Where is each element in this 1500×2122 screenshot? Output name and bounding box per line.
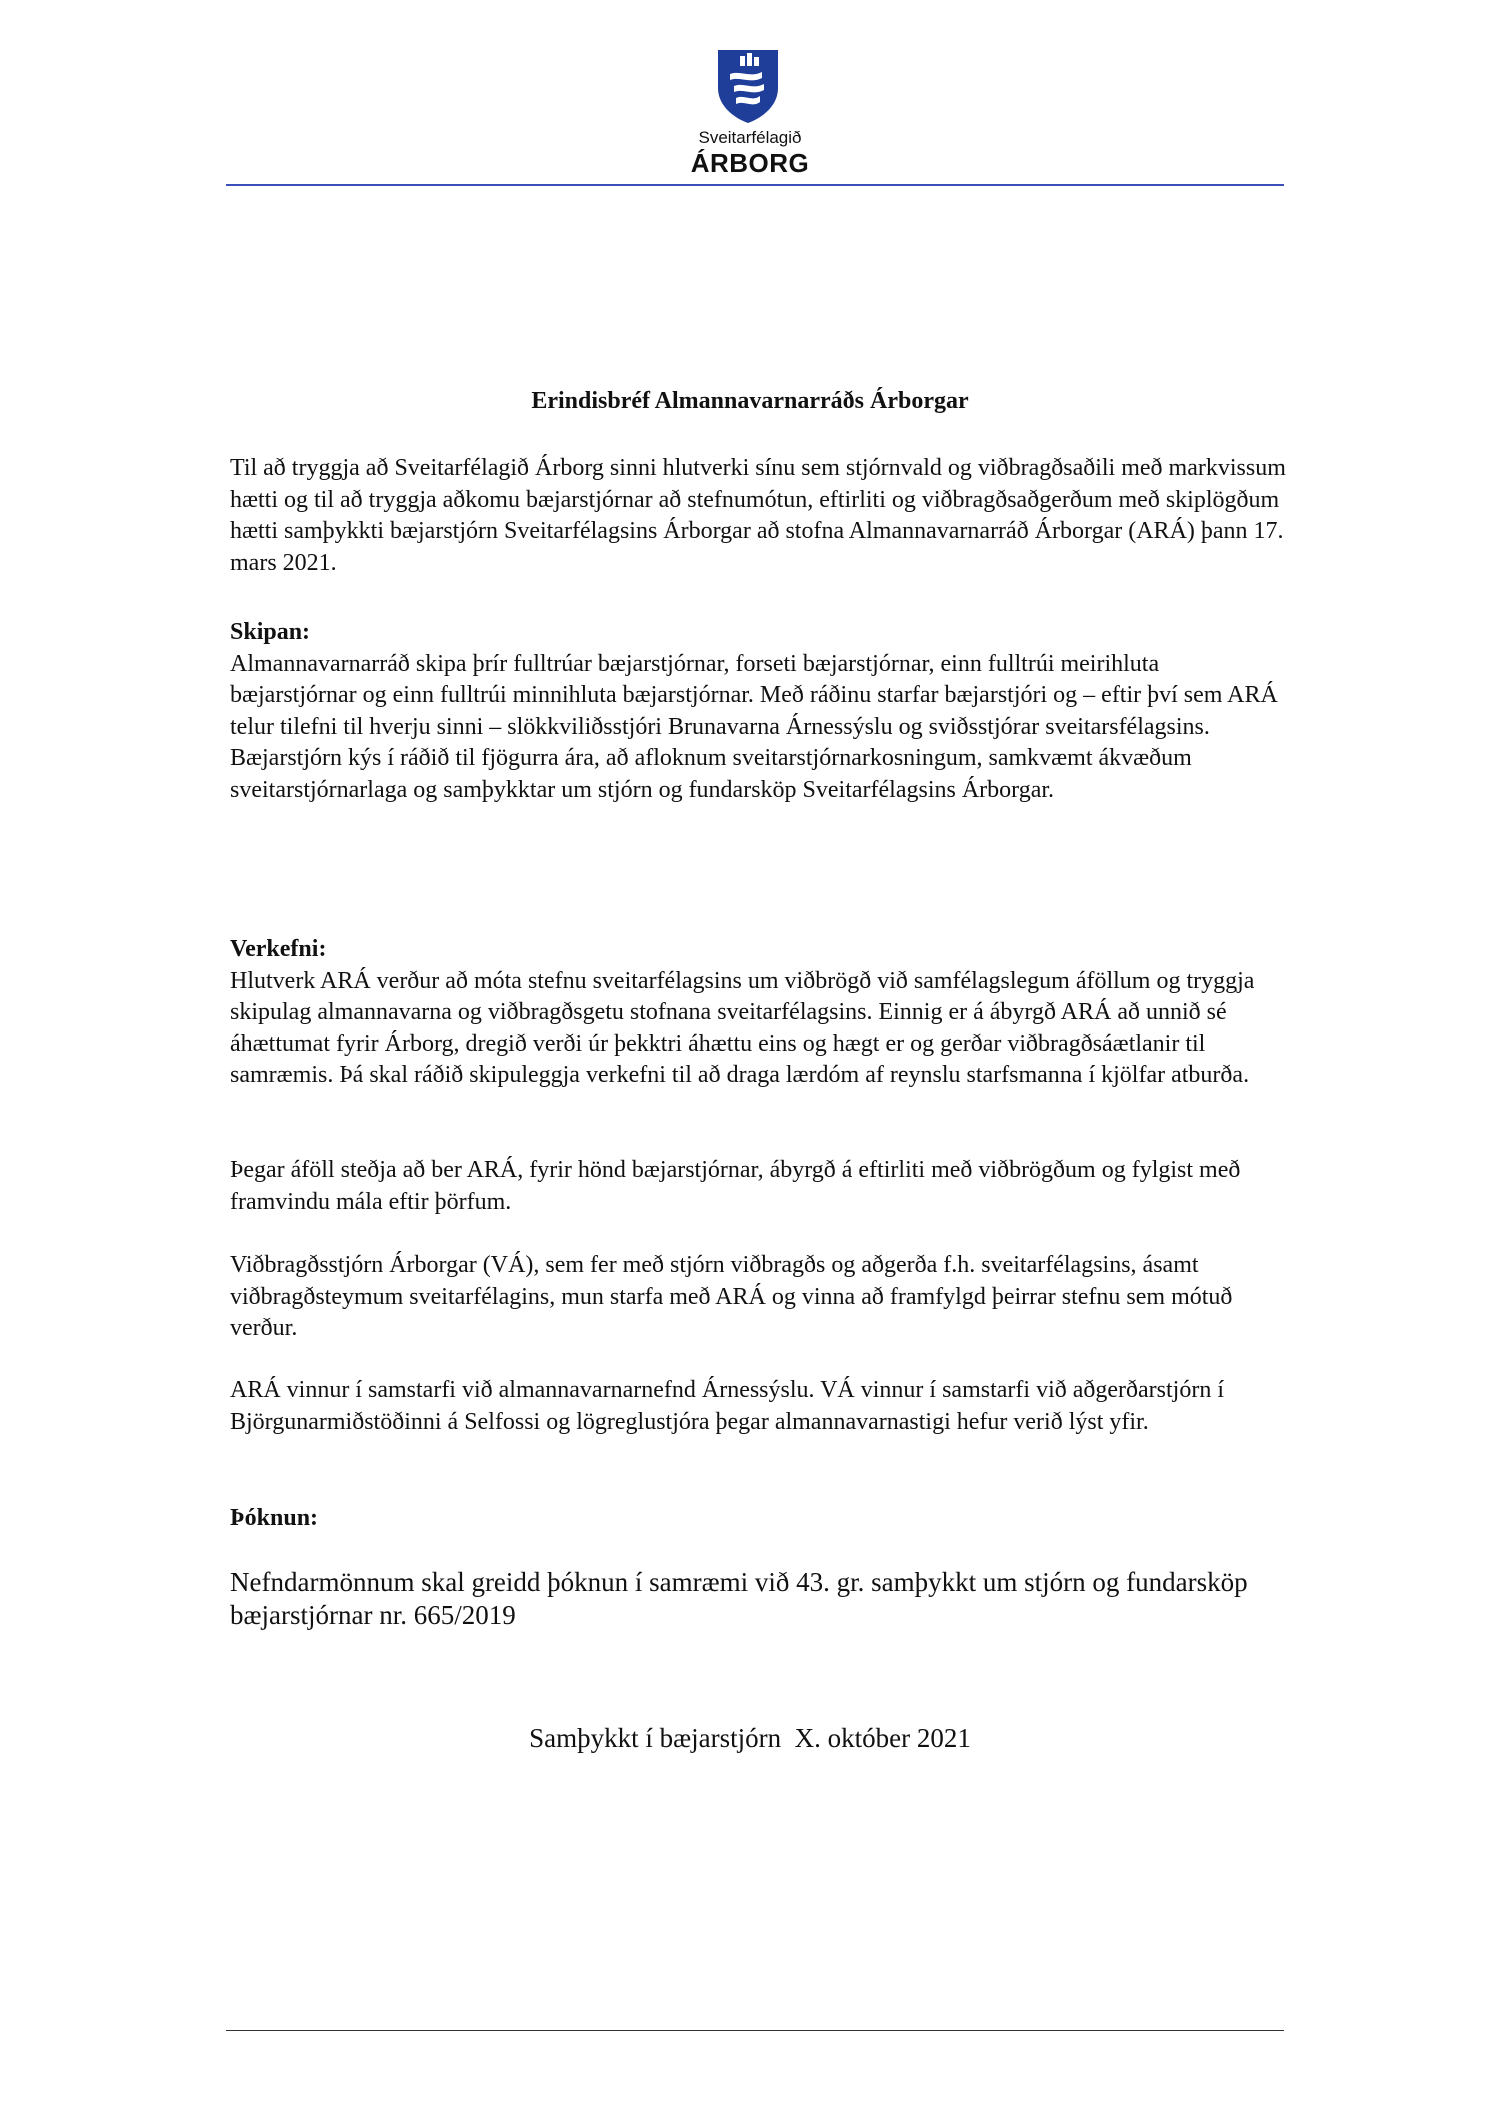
footer-divider <box>226 2030 1284 2031</box>
header-divider <box>226 184 1284 186</box>
thoknun-paragraph-block <box>230 1566 1290 1632</box>
intro-paragraph: Til að tryggja að Sveitarfélagið Árborg sinni hlutverki sínu sem stjórnvald og viðbragðsaðili með markvissum hætti og til að tryggja aðkomu bæjarstjórnar að stefnumótun, eftirliti og viðbragðsaðgerðum með skiplögðum hætti samþykkti bæjarstjórn Sveitarfélagsins Árborgar að stofna Almannavarnarráð Árborgar (ARÁ) þann 17. mars 2021. <box>230 455 1286 576</box>
verkefni-section <box>230 934 1290 1092</box>
intro-section <box>230 453 1290 579</box>
document-title: Erindisbréf Almannavarnarráðs Árborgar <box>531 388 969 414</box>
thoknun-section <box>230 1503 1290 1535</box>
skipan-heading: Skipan: <box>230 619 311 645</box>
approval-line: Samþykkt í bæjarstjórn X. október 2021 <box>529 1723 971 1753</box>
verkefni-paragraph-2-block <box>230 1155 1290 1218</box>
verkefni-paragraph-1: Hlutverk ARÁ verður að móta stefnu sveitarfélagsins um viðbrögð við samfélagslegum áföllum og tryggja skipulag almannavarna og viðbragðsgetu stofnana sveitarfélagsins. Einnig er á ábyrgð ARÁ að unnið sé áhættumat fyrir Árborg, dregið verði úr þekktri áhættu eins og hægt er og gerðar viðbragðsáætlanir til samræmis. Þá skal ráðið skipuleggja verkefni til að draga lærdóm af reynslu starfsmanna í kjölfar atburða. <box>230 967 1255 1088</box>
logo-subtitle: Sveitarfélagið <box>698 128 802 147</box>
skipan-paragraph: Almannavarnarráð skipa þrír fulltrúar bæjarstjórnar, forseti bæjarstjórnar, einn fulltrúi meirihluta bæjarstjórnar og einn fulltrúi minnihluta bæjarstjórnar. Með ráðinu starfar bæjarstjóri og – eftir því sem ARÁ telur tilefni til hverju sinni – slökkviliðsstjóri Brunavarna Árnessýslu og sviðsstjórar sveitarsfélagsins. Bæjarstjórn kýs í ráðið til fjögurra ára, að afloknum sveitarstjórnarkosningum, samkvæmt ákvæðum sveitarstjórnarlaga og samþykktar um stjórn og fundarsköp Sveitarfélagsins Árborgar. <box>230 650 1278 803</box>
verkefni-paragraph-2: Þegar áföll steðja að ber ARÁ, fyrir hönd bæjarstjórnar, ábyrgð á eftirliti með viðbrögðum og fylgist með framvindu mála eftir þörfum. <box>230 1157 1241 1215</box>
verkefni-paragraph-3-block <box>230 1250 1290 1345</box>
verkefni-paragraph-4: ARÁ vinnur í samstarfi við almannavarnarnefnd Árnessýslu. VÁ vinnur í samstarfi við aðgerðarstjórn í Björgunarmiðstöðinni á Selfossi og lögreglustjóra þegar almannavarnastigi hefur verið lýst yfir. <box>230 1377 1225 1435</box>
letterhead <box>0 0 1500 190</box>
verkefni-paragraph-3: Viðbragðsstjórn Árborgar (VÁ), sem fer með stjórn viðbragðs og aðgerða f.h. sveitarfélagsins, ásamt viðbragðsteymum sveitarfélagins, mun starfa með ARÁ og vinna að framfylgd þeirrar stefnu sem mótuð verður. <box>230 1252 1233 1341</box>
verkefni-heading: Verkefni: <box>230 936 327 962</box>
thoknun-paragraph: Nefndarmönnum skal greidd þóknun í samræmi við 43. gr. samþykkt um stjórn og fundarsköp bæjarstjórnar nr. 665/2019 <box>230 1567 1248 1630</box>
logo-name: ÁRBORG <box>690 148 810 178</box>
skipan-section <box>230 617 1290 806</box>
thoknun-heading: Þóknun: <box>230 1505 319 1531</box>
verkefni-paragraph-4-block <box>230 1375 1290 1438</box>
arborg-shield-logo-icon <box>716 48 780 124</box>
